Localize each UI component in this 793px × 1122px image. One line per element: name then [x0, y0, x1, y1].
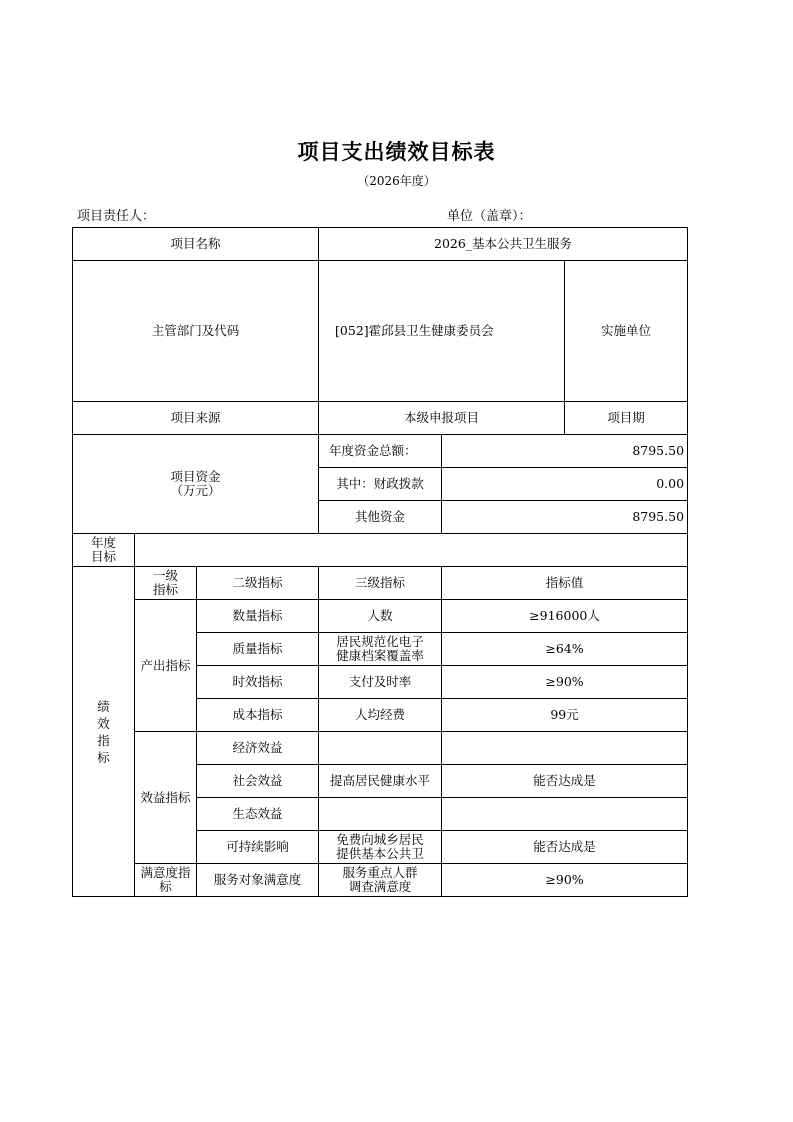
unit-seal-label: 单位（盖章）： [447, 209, 532, 224]
goal-label [73, 534, 135, 567]
funds-other-label: 其他资金 [319, 501, 442, 534]
period-label: 项目期 [565, 402, 688, 435]
project-name-label: 项目名称 [73, 228, 319, 261]
performance-table [72, 227, 688, 897]
output-level3 [319, 633, 442, 666]
page-title: 项目支出绩效目标表 [297, 139, 496, 164]
output-level2: 成本指标 [197, 699, 319, 732]
table-row [73, 864, 688, 897]
benefit-label: 效益指标 [135, 732, 197, 864]
output-level3: 支付及时率 [319, 666, 442, 699]
level1-header-text: 一级指标 [152, 568, 178, 597]
funds-total-value: 8795.50 [442, 435, 688, 468]
level1-header [135, 567, 197, 600]
benefit-value: 能否达成是 [442, 831, 688, 864]
satisfaction-value: ≥90% [442, 864, 688, 897]
benefit-value [442, 798, 688, 831]
benefit-level2: 生态效益 [197, 798, 319, 831]
dept-label: 主管部门及代码 [73, 261, 319, 402]
value-header: 指标值 [442, 567, 688, 600]
year-label: （2026年度） [357, 174, 436, 188]
funds-total-label: 年度资金总额： [319, 435, 442, 468]
dept-value: [052]霍邱县卫生健康委员会 [319, 261, 565, 402]
performance-label-text: 绩效指标 [97, 698, 110, 765]
satisfaction-level3-text: 服务重点人群调查满意度 [342, 865, 418, 894]
level2-header: 二级指标 [197, 567, 319, 600]
funds-other-value: 8795.50 [442, 501, 688, 534]
table-row [73, 435, 688, 468]
goal-label-text: 年度目标 [90, 535, 116, 564]
satisfaction-level3 [319, 864, 442, 897]
benefit-level3 [319, 831, 442, 864]
satisfaction-label [135, 864, 197, 897]
funds-label-line1: 项目资金 [170, 469, 221, 484]
source-label: 项目来源 [73, 402, 319, 435]
benefit-level3-text: 免费向城乡居民提供基本公共卫 [336, 833, 424, 861]
benefit-level3: 提高居民健康水平 [319, 765, 442, 798]
output-value: 99元 [442, 699, 688, 732]
output-level3-text: 居民规范化电子健康档案覆盖率 [336, 634, 424, 663]
goal-value [135, 534, 688, 567]
table-row [73, 567, 688, 600]
benefit-value: 能否达成是 [442, 765, 688, 798]
funds-fiscal-value: 0.00 [442, 468, 688, 501]
table-row [73, 600, 688, 633]
table-row [73, 228, 688, 261]
output-level2: 质量指标 [197, 633, 319, 666]
project-name-value: 2026_基本公共卫生服务 [319, 228, 688, 261]
output-level3: 人数 [319, 600, 442, 633]
benefit-level3 [319, 798, 442, 831]
output-value: ≥90% [442, 666, 688, 699]
output-label: 产出指标 [135, 600, 197, 732]
funds-label [73, 435, 319, 534]
funds-fiscal-label: 其中：财政拨款 [319, 468, 442, 501]
output-level3: 人均经费 [319, 699, 442, 732]
benefit-level2: 经济效益 [197, 732, 319, 765]
table-row [73, 261, 688, 402]
table-row [73, 402, 688, 435]
project-owner-label: 项目责任人： [77, 209, 156, 224]
benefit-level2: 可持续影响 [197, 831, 319, 864]
output-level2: 时效指标 [197, 666, 319, 699]
satisfaction-label-text: 满意度指标 [140, 865, 191, 894]
satisfaction-level2: 服务对象满意度 [197, 864, 319, 897]
table-row [73, 534, 688, 567]
benefit-value [442, 732, 688, 765]
table-row [73, 732, 688, 765]
funds-label-line2: （万元） [170, 483, 221, 498]
output-value: ≥916000人 [442, 600, 688, 633]
impl-label: 实施单位 [565, 261, 688, 402]
output-level2: 数量指标 [197, 600, 319, 633]
performance-label [73, 567, 135, 897]
source-value: 本级申报项目 [319, 402, 565, 435]
output-value: ≥64% [442, 633, 688, 666]
benefit-level3 [319, 732, 442, 765]
level3-header: 三级指标 [319, 567, 442, 600]
benefit-level2: 社会效益 [197, 765, 319, 798]
